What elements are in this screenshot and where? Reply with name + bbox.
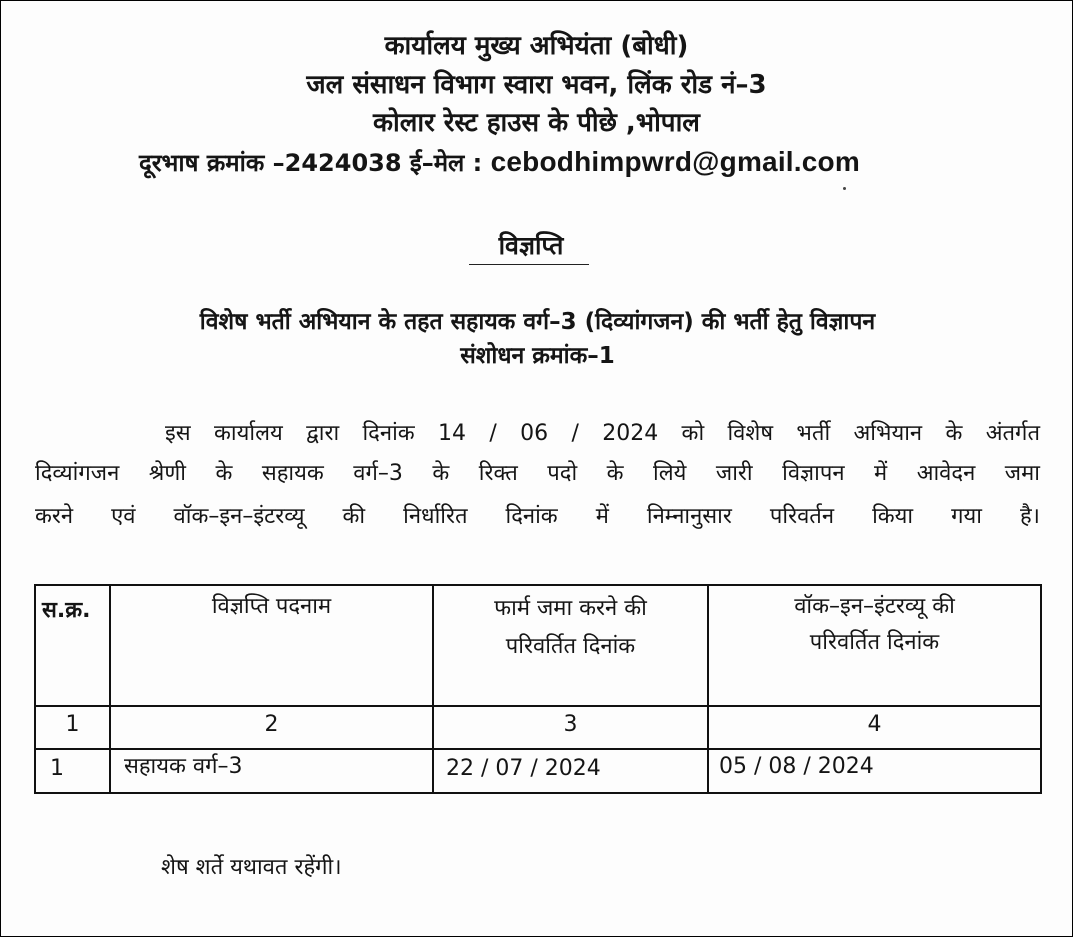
body-paragraph-line-3: करने एवं वॉक–इन–इंटरव्यू की निर्धारित दिनांक में निम्नानुसार परिवर्तन किया गया है। [35,504,1040,529]
header-interview-date-1: वॉक–इन–इंटरव्यू की [794,594,955,619]
body-paragraph-line-1: इस कार्यालय द्वारा दिनांक 14 / 06 / 2024 को विशेष भर्ती अभियान के अंतर्गत [165,421,1040,446]
header-form-date-1: फार्म जमा करने की [494,596,647,621]
phone-label: दूरभाष क्रमांक –2424038 ई–मेल : [139,149,483,177]
index-cell: 3 [563,712,578,737]
title-underline [469,264,589,265]
office-location-line: कोलार रेस्ट हाउस के पीछे ,भोपाल [373,108,700,138]
closing-note: शेष शर्ते यथावत रहेंगी। [161,855,342,880]
row-form-date: 22 / 07 / 2024 [446,756,601,781]
index-cell: 4 [867,712,882,737]
header-form-date-2: परिवर्तित दिनांक [505,634,636,659]
table-divider [36,748,1040,750]
header-post: विज्ञप्ति पदनाम [211,594,332,619]
office-address-line: जल संसाधन विभाग स्वारा भवन, लिंक रोड नं–3 [306,70,767,100]
amendment-number: संशोधन क्रमांक–1 [460,343,615,369]
header-serial: स.क्र. [42,598,91,623]
index-cell: 2 [264,712,279,737]
header-interview-date-2: परिवर्तित दिनांक [809,630,940,655]
email-address: cebodhimpwrd@gmail.com [490,146,860,177]
office-name: कार्यालय मुख्य अभियंता (बोधी) [384,31,689,61]
contact-line [139,147,860,178]
index-cell: 1 [65,712,80,737]
row-serial: 1 [50,756,64,781]
table-divider [36,705,1040,707]
body-paragraph-line-2: दिव्यांगजन श्रेणी के सहायक वर्ग–3 के रिक्त पदो के लिये जारी विज्ञापन में आवेदन जमा [35,461,1040,486]
row-interview-date: 05 / 08 / 2024 [719,754,874,779]
schedule-table [34,584,1042,794]
speck [843,187,846,190]
notice-title: विज्ञप्ति [498,231,564,260]
subject-line: विशेष भर्ती अभियान के तहत सहायक वर्ग–3 (दिव्यांगजन) की भर्ती हेतु विज्ञापन [199,309,876,335]
row-post: सहायक वर्ग–3 [124,754,243,779]
